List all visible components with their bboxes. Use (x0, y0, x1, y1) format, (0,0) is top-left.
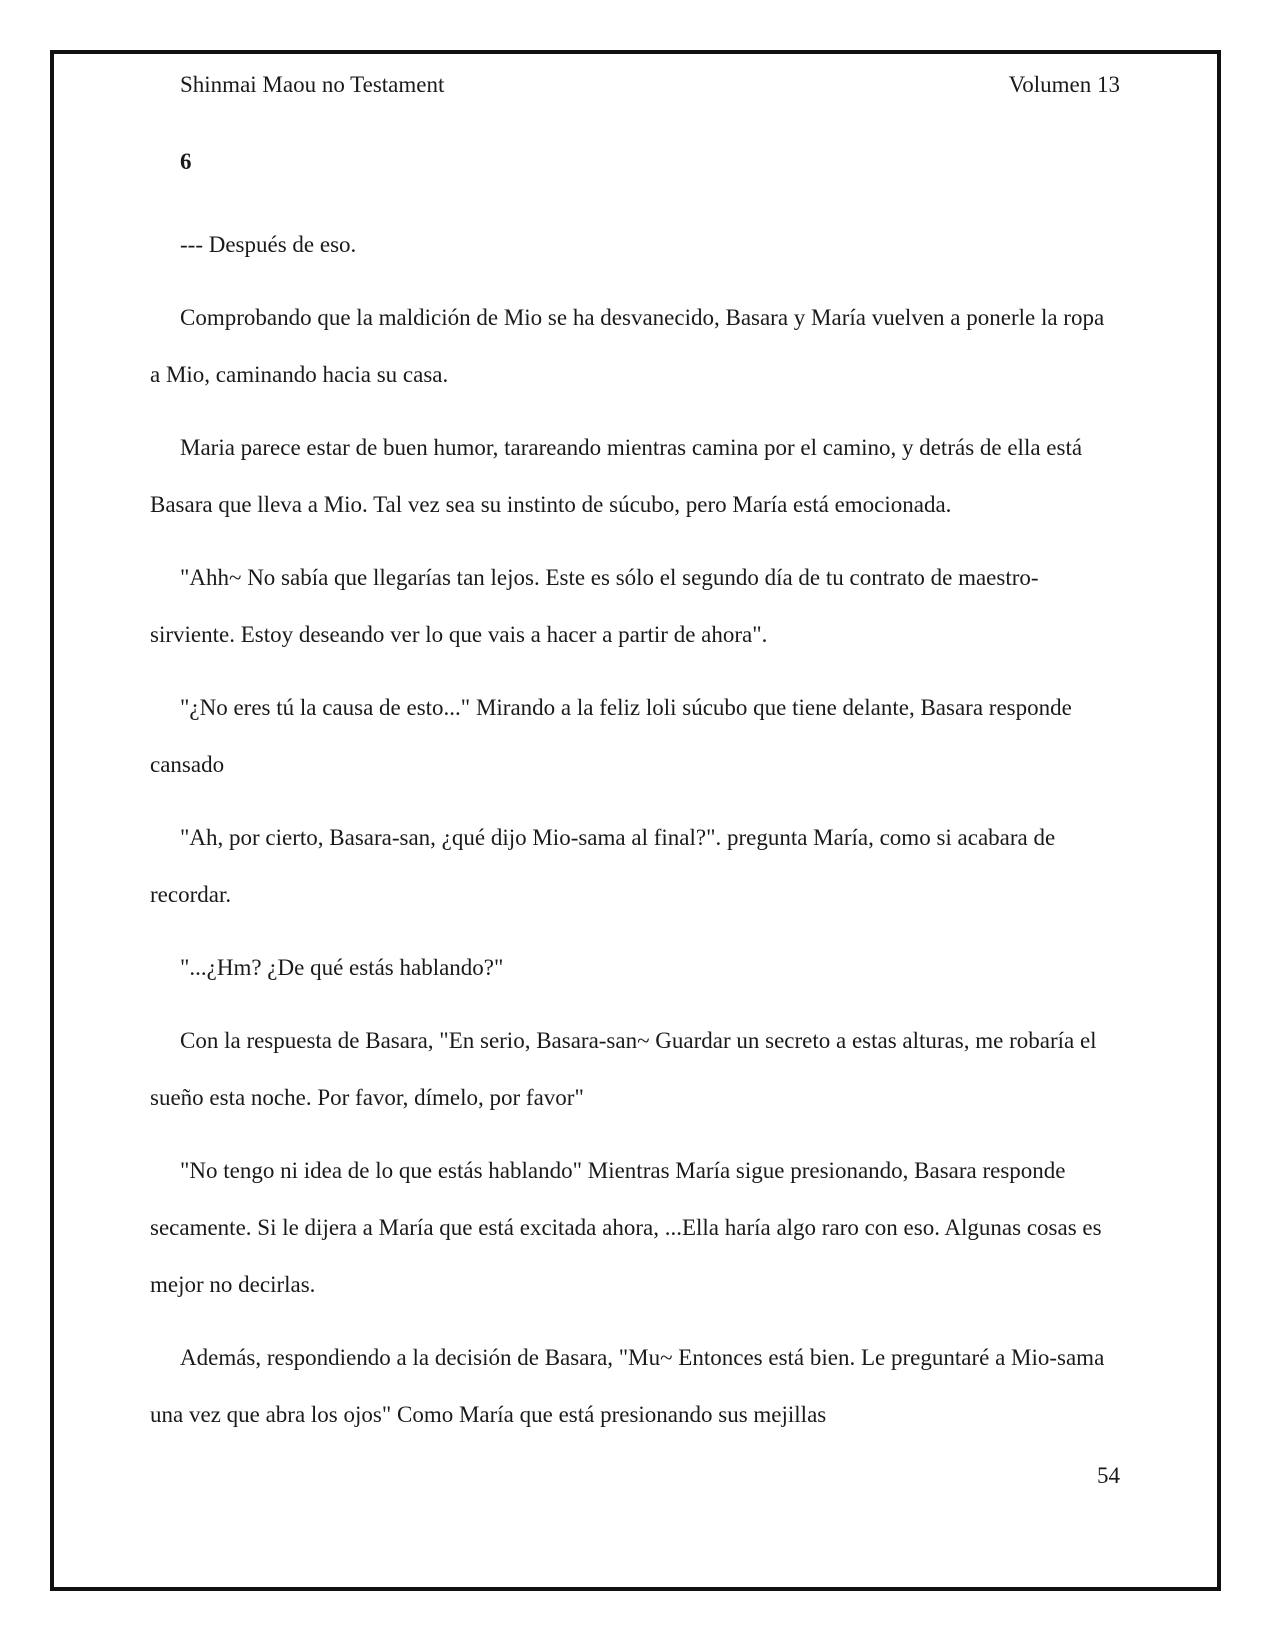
page-number: 54 (1097, 1463, 1120, 1488)
body-text (150, 216, 1120, 1459)
chapter-number: 6 (180, 149, 192, 174)
paragraph: Maria parece estar de buen humor, tarareando mientras camina por el camino, y detrás de ella está Basara que lleva a Mio. Tal vez sea su instinto de súcubo, pero María está emocionada. (150, 435, 1083, 517)
paragraph: "¿No eres tú la causa de esto..." Mirando a la feliz loli súcubo que tiene delante, Basara responde cansado (150, 695, 1072, 777)
paragraph: --- Después de eso. (180, 232, 357, 257)
running-header-volume: Volumen 13 (1008, 72, 1120, 97)
paragraph: "Ah, por cierto, Basara-san, ¿qué dijo Mio-sama al final?". pregunta María, como si acabara de recordar. (150, 825, 1056, 907)
paragraph: Comprobando que la maldición de Mio se ha desvanecido, Basara y María vuelven a ponerle la ropa a Mio, caminando hacia su casa. (150, 305, 1105, 387)
paragraph: Con la respuesta de Basara, "En serio, Basara-san~ Guardar un secreto a estas alturas, me robaría el sueño esta noche. Por favor, dímelo, por favor" (150, 1028, 1097, 1110)
paragraph: "Ahh~ No sabía que llegarías tan lejos. Este es sólo el segundo día de tu contrato de maestro-sirviente. Estoy deseando ver lo que vais a hacer a partir de ahora". (150, 565, 1039, 647)
running-header-title: Shinmai Maou no Testament (180, 72, 445, 97)
paragraph: "...¿Hm? ¿De qué estás hablando?" (180, 955, 504, 980)
paragraph: Además, respondiendo a la decisión de Basara, "Mu~ Entonces está bien. Le preguntaré a Mio-sama una vez que abra los ojos" Como María que está presionando sus mejillas (150, 1345, 1105, 1427)
paragraph: "No tengo ni idea de lo que estás hablando" Mientras María sigue presionando, Basara responde secamente. Si le dijera a María que está excitada ahora, ...Ella haría algo raro con eso. Algunas cosas es mejor no decirlas. (150, 1158, 1102, 1297)
